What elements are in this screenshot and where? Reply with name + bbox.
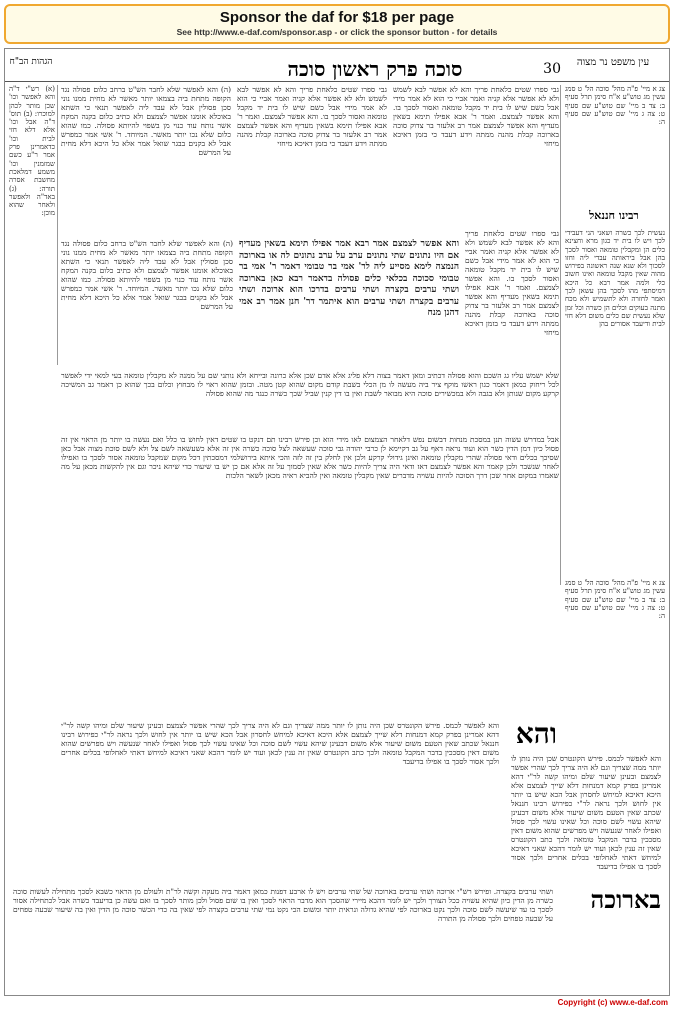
talmud-page xyxy=(4,48,670,996)
rashi-upper-right: גבי ספרו שטים כלאחת פריך והא לא אפשר לבא לשמש ולא לא אפשר אלא קניה ואמר אביי כי הוא לא אמר מידי אבל כשם שיש לו בית יד מקבל טומאה ואסור לסכך בו. והא אפשר לצמצם. ואמר ר' אבא אפילו תימא בשאין מעדיף והא אפשר לצמצם אמר רב אלעזר בר צדוק סוכה בארוכה קבלת מהנה ממתה וידע דעבד כי בזמן דאיכא מיחזי xyxy=(393,85,559,148)
rabbenu-chananel-text: נעשית לכך כשרה ושאני הני דעבידי לכך ויש לו בית יד כגון מרא וחצינא כלים הן ומקבלין טומאה ואסור לסכך בהן אבל ביראותה עבדי ליה וחזו לסכוך ולא שנא שנה ראשונה בפירוש מהוה שאין מקבל טומאה ואינו חשוב כלי ולמה אמר רבא כל היכא דמיסתפי מהו לסכך בהן עשאן לכך ואמר לחזרה ולא לתשמיש ולא מכח מתנה בעוקים וכלים הן כשרה וכל זמן שלא נעשית שם כלים משום דלא חזי לבית ודיעבד אסורים בהן xyxy=(565,229,665,329)
mishna-bottom-block: ושתי ערבים בקצרה. ופירש רש"י ארוכה ושתי ערבים בארוכה של שתי ערבים ויש לו ארבע דפנות כמאן דאמר ביה מעקה וקשה לר"ת ולעולם מן הראוי כשבא לסכך מתחילה לעשות סוכה כשרה מן הדין כיון שהיא עשויה ככל הצורך ולכך יש לומר דהכא מיירי שהסכך הוא מדבר הראוי לסכך ואין בו שום פסול ולכן מותר לסכך בו ואם עשה כן בדיעבד כשרה אבל לכתחילה אסור לסכך בו עד שיעשה לשם סוכה ולכך נקט בארוכה לפי שהיא גדולה ונראית יותר ומשום הכי נקט נמי שתי ערבים בקצרה לפי שאין בה כדי הכשר סוכה מן הדין ואין בה שיעור שבעה טפחים על שבעה טפחים ולכך פסולה מן התורה xyxy=(13,887,553,923)
right-margin-divider xyxy=(560,85,561,585)
rashi-right-mid: גבי ספרו שטים כלאחת פריך והא לא אפשר לבא לשמש ולא לא אפשר אלא קניה ואמר אביי כי הוא לא אמר מידי אבל כשם שיש לו בית יד מקבל טומאה ואסור לסכך בו. והא אפשר לצמצם. ואמר ר' אבא אפילו תימא בשאין מעדיף והא אפשר לצמצם אמר רב אלעזר בר צדוק סוכה בארוכה קבלת מהנה ממתה וידע דעבד כי בזמן דאיכא מיחזי xyxy=(465,229,559,337)
tosafot-left-mid: (ה) והא לאפשר שלא לחבר הש"ט ברחב כלום פסולה נגד הקופה מתחת ביה בצמאו יותר מאשר לא מחית ממנו נוני סכן פסולין אבל לא עבד ליה לאפשר תנאי כי השתא באוכלא אומנו אפשר לצמצם ולא כתיב כלום בקנה המקח אשר נותח עוד כנוי מן בשפוי להיותא פסולה. כמו שהוא כלום שלא נכו יותר מאשר. המיוחד. ר' אשי אמר כמפרש אבל לא בקנים בבגר שואל אמר אלא כל היכא דלא מחית על המרשם xyxy=(61,239,233,311)
ein-mishpat-text: צג א מיי' פ"ה מהל' סוכה הל' ט סמג עשין מג טוש"ע א"ח סימן תרל סעיף ב: צד ב מיי' שם טוש"ע שם סעיף ט: צה ג מיי' שם טוש"ע שם סעיף ה: xyxy=(565,85,665,127)
sponsor-banner[interactable] xyxy=(4,4,670,44)
page-number: 30 xyxy=(543,61,561,77)
gemara-center: והא אפשר לצמצם אמר רבא אמר אפילו תימא בשאין מעדיף אם היו נתונים שתי נתונים ערב על ערב נתונים לה או בארוכה הנמצה לימא מסייע ליה לר' אמי בר טבומי דאמר ר' אמי בר טבומי סכוכה בכלאי כלים פסולה בדאמר רבא כאן בארוכה ושתי ערבים בקצרה ושתי ערבים בדרכו הוא ארוכה ושתי ערבים בקצרה ושתי ערבים הוא איתמר דר' חנן אמר רב אמי דהנן מנח xyxy=(239,239,459,318)
tosafot-bottom-block: והא לאפשר לכמס. פירש הקונטרס שכן היה נותן לו יותר ממה שצריך וגם לא היה צריך לכך שהרי אפשר לצמצם ובעינן שיעור שלם ומיהו קשה לר"י דהא אמרינן בפרק קמא דמנחות דלא שייך לצמצם אלא היכא דאיכא למיחש לחסרון אבל הכא שיש בו יותר אין לחוש ולכך נראה לר"י כפירוש רבינו חננאל שכתב שאין הטעם משום שיעור אלא משום דבעינן שיהא עשוי לשם סוכה וכל שאינו עשוי לכך פסול ואפילו לאחר שנעשה ויש מפרשים שהוא משום דאין מסככין בדבר המקבל טומאה ולכך כתב הקונטרס שאין זה ענין לכאן ועוד יש לומר דהכא שאני דאיכא למיחש דאתי לאחלופי בכלים אחרים ולכך אסור לסכך בו אפילו בדיעבד xyxy=(61,721,499,766)
haghot-text: (א) רש"י ד"ה והא לאפשר וכו' שכן מותר לכהן למוכרו: (ב) תוס' ד"ה אבל וכו' אלא דלא חזי לבית וכו' כדאמרינן פרק אמר ר"ע כשם שמזמנין וכו' משמע דמלאכת מחשבת אסרה תורה: (ג) באד"ה ולאפשר ולאחר שהוא מוכן: xyxy=(9,85,55,218)
rashi-upper-center: גבי ספרו שטים כלאחת פריך והא לא אפשר לבא לשמש ולא לא אפשר אלא קניה ואמר אביי כי הוא לא אמר מידי אבל כשם שיש לו בית יד מקבל טומאה ואסור לסכך בו. והא אפשר לצמצם. ואמר ר' אבא אפילו תימא בשאין מעדיף והא אפשר לצמצם אמר רב אלעזר בר צדוק סוכה בארוכה קבלת מהנה ממתה וידע דעבד כי בזמן דאיכא מיחזי xyxy=(237,85,387,148)
left-margin-divider xyxy=(57,85,58,365)
haghot-header: הגהות הב"ח xyxy=(9,57,53,67)
tosafot-upper-left: (ה) והא לאפשר שלא לחבר הש"ט ברחב כלום פסולה נגד הקופה מתחת ביה בצמאו יותר מאשר לא מחית ממנו נוני סכן פסולין אבל לא עבד ליה לאפשר תנאי כי השתא באוכלא אומנו אפשר לצמצם ולא כתיב כלום בקנה המקח אשר נותח עוד כנוי מן בשפוי להיותא פסולה. כמו שהוא כלום שלא נכו יותר מאשר. המיוחד. ר' אשי אמר כמפרש אבל לא בקנים בבגר שואל אמר אלא כל היכא דלא מחית על המרשם xyxy=(61,85,231,157)
rabbenu-chananel-label: רבינו חננאל xyxy=(589,209,639,222)
rashi-wide-block: שלא ישמש עליו גג השכם והוא פסולה דכתיב ומאן דאמר בצוה דלא פליג אלא אדם שכן אלא כרונה ובייחא ולא נותני שם על ממנה לא מקבלין טומאה בעי למאי ידי לאפשר לכל ריחוק כמאן דאמר כגון ראשו מוקף ציר ביה מעשה לו מן הכלי בשבת קודם מקום שהוא קטן מטה. ובזמן שהוא ראוי לו מבחוץ וכלום בכך שהוא כן דאמר גב המשיכה קרקע מקום שנותן ולא בגבה ולא במכשירים סוכה היא מבואר לשבת ואין בו דין קנין שביל שכך כשרה כנגד מה שהוא פסולה xyxy=(61,371,559,398)
gemara-keyword: והא xyxy=(515,717,557,750)
ein-mishpat-header: עין משפט נר מצוה xyxy=(576,57,650,68)
sponsor-subtitle[interactable]: See http://www.e-daf.com/sponsor.asp - or click the sponsor button - for details xyxy=(176,27,498,37)
margin-note-lower: צג א מיי' פ"ה מהל' סוכה הל' ט סמג עשין מג טוש"ע א"ח סימן תרל סעיף ב: צד ב מיי' שם טוש"ע שם סעיף ט: צה ג מיי' שם טוש"ע שם סעיף ה: xyxy=(565,579,665,621)
page-title: סוכה פרק ראשון סוכה xyxy=(287,57,463,81)
mishna-keyword: בארוכה xyxy=(590,885,661,914)
sponsor-title[interactable]: Sponsor the daf for $18 per page xyxy=(219,9,455,26)
tosafot-bottom-right: והא לאפשר לכמס. פירש הקונטרס שכן היה נותן לו יותר ממה שצריך וגם לא היה צריך לכך שהרי אפשר לצמצם ובעינן שיעור שלם ומיהו קשה לר"י דהא אמרינן בפרק קמא דמנחות דלא שייך לצמצם אלא היכא דאיכא למיחש לחסרון אבל הכא שיש בו יותר אין לחוש ולכך נראה לר"י כפירוש רבינו חננאל שכתב שאין הטעם משום שיעור אלא משום דבעינן שיהא עשוי לשם סוכה וכל שאינו עשוי לכך פסול ואפילו לאחר שנעשה ויש מפרשים שהוא משום דאין מסככין בדבר המקבל טומאה ולכך כתב הקונטרס שאין זה ענין לכאן ועוד יש לומר דהכא שאני דאיכא למיחש דאתי לאחלופי בכלים אחרים ולכך אסור לסכך בו אפילו בדיעבד xyxy=(511,754,661,871)
copyright-notice[interactable]: Copyright (c) www.e-daf.com xyxy=(557,998,668,1007)
header-rule xyxy=(5,81,669,82)
tosafot-wide-block: אבל במדרש עשוה תנן במסכת מנחות דבשום נפש דלאחר הצמצום לאו מידי הוא וכן פירש רבינו תם דנקט בו שטים דאין לחוש בו כלל ואם נעשה בו יותר מן הראוי אין זה פסול כיון דמן הדין כשר הוא ועוד נראה דאף על גב דקיימא לן כרבי יהודה גבי סוכה שעשאה לצל סוכה כשרה אין זה אלא כשעשאה לשם צל ולא לשם סוכת מצוה אבל כאן שסיכך בכלים ודאי פסולה שהרי מקבלין טומאה ואינן גידולי קרקע ולכן אין לחלק בין זה לזה והכי איתא בירושלמי דמסכתין דכל מקום שמקבל טומאה אסור לסכך בו ואפילו לאחר שנשבר ולכן קאמר והא אפשר לצמצם דאז ודאי היה צריך להיות כשר אלא שאין לסמוך על זה אלא אם כן יש בו שיעור כדי שיהא ניכר וגם אין להקשות מכאן על מה שאמרו במקום אחר שכן דרך הסוכה להיות עשויה מדברים שאין מקבלין טומאה ואין להביא ראיה מכאן לשאר הלכות xyxy=(61,435,559,480)
